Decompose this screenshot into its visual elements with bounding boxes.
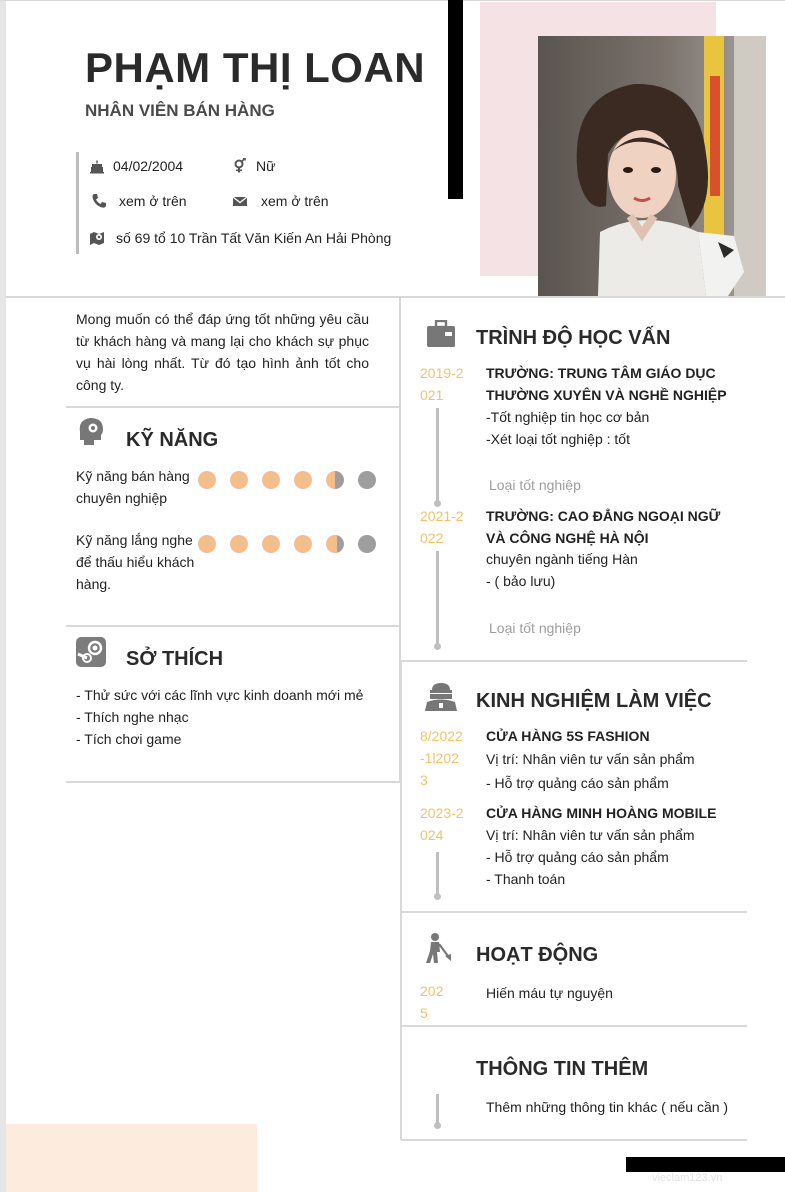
skills-divider (66, 625, 400, 627)
header-divider (6, 296, 785, 298)
hobby-list (76, 684, 363, 750)
education-2-note: Loại tốt nghiệp (489, 620, 581, 636)
profile-photo-art (538, 36, 766, 296)
education-title: TRÌNH ĐỘ HỌC VẤN (476, 327, 671, 349)
shovel-worker-icon (424, 932, 452, 964)
skill-rating-dot (326, 535, 344, 553)
experience-1-line: - Hỗ trợ quảng cáo sản phẩm (486, 775, 669, 791)
page-left-edge (0, 0, 6, 1192)
experience-2-line: Vị trí: Nhân viên tư vấn sản phẩm (486, 827, 695, 843)
skill-2-label: Kỹ năng lắng nghe để thấu hiểu khách hàng. (76, 532, 195, 592)
footer-peach-block (6, 1124, 257, 1192)
hobbies-divider (66, 781, 400, 783)
experience-2-company: CỬA HÀNG MINH HOÀNG MOBILE (486, 805, 717, 821)
experience-1-line: Vị trí: Nhân viên tư vấn sản phẩm (486, 751, 695, 767)
skill-rating-dot (358, 535, 376, 553)
email-value: xem ở trên (261, 193, 329, 209)
extra-text: Thêm những thông tin khác ( nếu cần ) (486, 1099, 729, 1115)
right-column-divider (400, 660, 402, 1140)
skill-rating-dot (230, 535, 248, 553)
birthday-value: 04/02/2004 (113, 158, 184, 174)
contact-email (232, 193, 329, 209)
hobbies-title: SỞ THÍCH (126, 648, 224, 670)
career-objective: Mong muốn có thể đáp ứng tốt những yêu cầu từ khách hàng và mang lại cho khách sự phục vụ hài lòng nhất. Từ đó tạo hình ảnh tốt cho công ty. (76, 311, 369, 393)
worker-icon (424, 681, 458, 711)
candidate-name: PHẠM THỊ LOAN (85, 44, 426, 91)
education-2-timeline (436, 551, 439, 645)
experience-2-year: 2023-2024 (420, 805, 464, 843)
skill-rating-dot (262, 535, 280, 553)
skill-rating-dot (198, 535, 216, 553)
education-2-line: - ( bảo lưu) (486, 573, 556, 589)
activities-divider (401, 1025, 747, 1027)
education-2-timeline-dot (434, 643, 441, 650)
extra-title: THÔNG TIN THÊM (476, 1058, 649, 1080)
experience-2-line: - Thanh toán (486, 871, 566, 887)
skill-1-label: Kỹ năng bán hàng chuyên nghiệp (76, 468, 190, 506)
contact-accent-bar (76, 152, 79, 254)
extra-timeline-dot (434, 1122, 441, 1129)
education-2-school: TRƯỜNG: CAO ĐẲNG NGOẠI NGỮ VÀ CÔNG NGHỆ HÀ NỘI (486, 508, 721, 546)
skill-1-rating (198, 471, 390, 489)
experience-timeline (436, 852, 439, 896)
phone-value: xem ở trên (119, 193, 187, 209)
skill-rating-dot (294, 471, 312, 489)
profile-photo (538, 36, 766, 296)
education-2-details (486, 548, 746, 592)
skill-rating-dot (230, 471, 248, 489)
hobby-item: - Tích chơi game (76, 731, 182, 747)
skills-title: KỸ NĂNG (126, 429, 219, 451)
contact-address (89, 230, 391, 246)
briefcase-icon (426, 320, 456, 348)
experience-divider (401, 911, 747, 913)
education-1-line: -Xét loại tốt nghiệp : tốt (486, 431, 630, 447)
map-pin-icon (89, 230, 105, 246)
header-black-bar (448, 0, 463, 199)
experience-2-line: - Hỗ trợ quảng cáo sản phẩm (486, 849, 669, 865)
envelope-icon (232, 193, 248, 209)
experience-1-company: CỬA HÀNG 5S FASHION (486, 728, 650, 744)
activities-text: Hiến máu tự nguyện (486, 985, 613, 1001)
contact-birthday (89, 158, 183, 174)
gender-value: Nữ (256, 158, 276, 174)
education-1-note: Loại tốt nghiệp (489, 477, 581, 493)
address-value: số 69 tổ 10 Trần Tất Văn Kiến An Hải Phòng (116, 230, 392, 246)
skill-rating-dot (358, 471, 376, 489)
experience-title: KINH NGHIỆM LÀM VIỆC (476, 690, 712, 712)
objective-divider (66, 406, 400, 408)
skill-rating-dot (198, 471, 216, 489)
steam-icon (76, 637, 106, 667)
education-1-timeline (436, 408, 439, 502)
contact-phone (91, 193, 187, 209)
experience-timeline-dot (434, 893, 441, 900)
activities-year: 2025 (420, 983, 444, 1021)
education-1-year: 2019-2021 (420, 365, 464, 403)
gender-icon (232, 158, 248, 174)
education-2-year: 2021-2022 (420, 508, 464, 546)
job-title: NHÂN VIÊN BÁN HÀNG (85, 101, 275, 120)
footer-black-bar (626, 1157, 785, 1172)
phone-icon (91, 193, 107, 209)
experience-1-year: 8/2022-1l2023 (420, 728, 463, 788)
education-1-school: TRƯỜNG: TRUNG TÂM GIÁO DỤC THƯỜNG XUYÊN VÀ NGHỀ NGHIỆP (486, 365, 727, 403)
page-top-edge (0, 0, 785, 1)
extra-divider (401, 1139, 747, 1141)
education-divider (401, 660, 747, 662)
hobby-item: - Thử sức với các lĩnh vực kinh doanh mới mẻ (76, 687, 364, 703)
education-1-line: -Tốt nghiệp tin học cơ bản (486, 409, 650, 425)
education-2-line: chuyên ngành tiếng Hàn (486, 551, 638, 567)
head-gear-icon (76, 416, 106, 446)
skill-rating-dot (262, 471, 280, 489)
skill-rating-dot (294, 535, 312, 553)
experience-2-details (486, 824, 746, 890)
contact-gender (232, 158, 275, 174)
skill-2-rating (198, 535, 390, 553)
skill-rating-dot (326, 471, 344, 489)
education-1-details (486, 406, 746, 450)
activities-title: HOẠT ĐỘNG (476, 944, 599, 966)
experience-1-details (486, 747, 746, 795)
watermark: vieclam123.vn (652, 1172, 723, 1184)
hobby-item: - Thích nghe nhạc (76, 709, 189, 725)
cake-icon (89, 158, 105, 174)
